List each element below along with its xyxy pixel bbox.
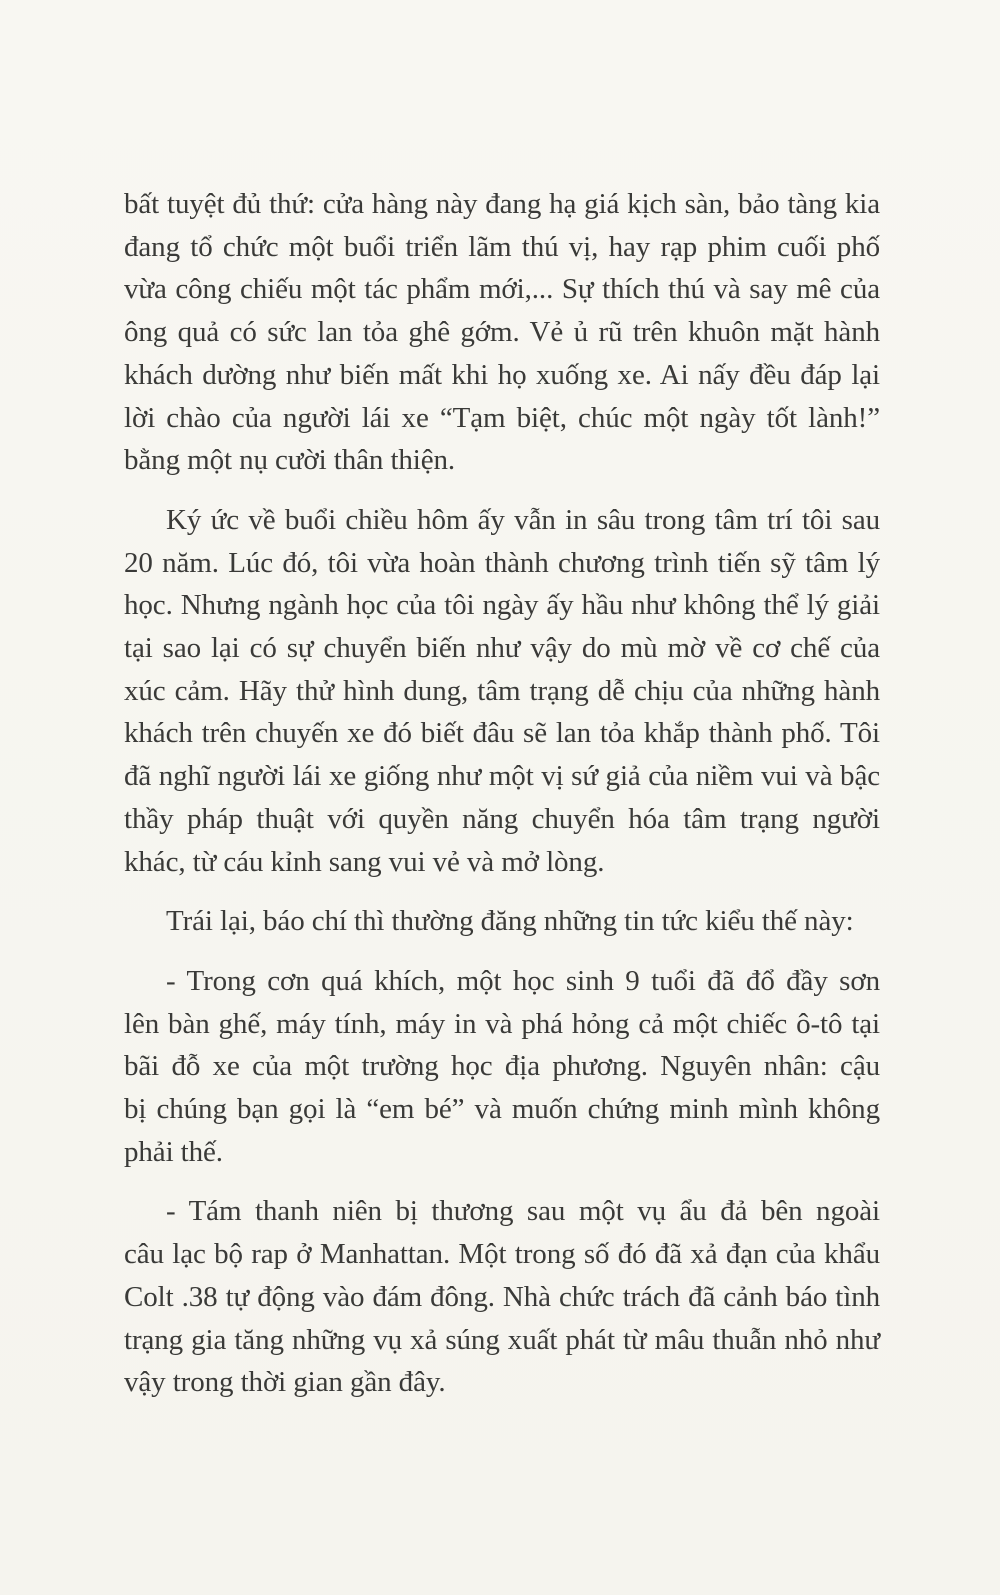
text-line: khách dường như biến mất khi họ xuống xe. Ai nấy đều đáp lại xyxy=(124,358,880,391)
text-line: lên bàn ghế, máy tính, máy in và phá hỏng cả một chiếc ô-tô tại xyxy=(124,1007,880,1040)
text-line: bãi đỗ xe của một trường học địa phương. Nguyên nhân: cậu xyxy=(124,1050,880,1083)
paragraph-1 xyxy=(124,183,880,482)
text-line: - Tám thanh niên bị thương sau một vụ ẩu đả bên ngoài xyxy=(166,1195,880,1228)
text-line: bằng một nụ cười thân thiện. xyxy=(124,444,456,477)
paragraph-2 xyxy=(124,499,880,883)
text-line: xúc cảm. Hãy thử hình dung, tâm trạng dễ chịu của những hành xyxy=(124,674,880,707)
paragraph-3 xyxy=(124,900,880,943)
body-text xyxy=(124,183,880,1404)
text-line: lời chào của người lái xe “Tạm biệt, chúc một ngày tốt lành!” xyxy=(124,401,880,434)
text-line: khách trên chuyến xe đó biết đâu sẽ lan tỏa khắp thành phố. Tôi xyxy=(124,717,880,750)
text-line: tại sao lại có sự chuyển biến như vậy do mù mờ về cơ chế của xyxy=(124,632,880,665)
text-line: vậy trong thời gian gần đây. xyxy=(124,1366,446,1399)
text-line: trạng gia tăng những vụ xả súng xuất phát từ mâu thuẫn nhỏ như xyxy=(124,1323,880,1356)
text-line: Ký ức về buổi chiều hôm ấy vẫn in sâu trong tâm trí tôi sau xyxy=(166,503,880,536)
text-line: vừa công chiếu một tác phẩm mới,... Sự thích thú và say mê của xyxy=(124,273,880,306)
text-line: khác, từ cáu kỉnh sang vui vẻ và mở lòng. xyxy=(124,845,605,878)
text-line: ông quả có sức lan tỏa ghê gớm. Vẻ ủ rũ trên khuôn mặt hành xyxy=(124,316,880,349)
text-line: học. Nhưng ngành học của tôi ngày ấy hầu như không thể lý giải xyxy=(124,589,880,622)
text-line: Colt .38 tự động vào đám đông. Nhà chức trách đã cảnh báo tình xyxy=(124,1280,880,1313)
text-line: bất tuyệt đủ thứ: cửa hàng này đang hạ giá kịch sàn, bảo tàng kia xyxy=(124,188,880,220)
text-line: đã nghĩ người lái xe giống như một vị sứ giả của niềm vui và bậc xyxy=(124,760,880,793)
text-line: - Trong cơn quá khích, một học sinh 9 tuổi đã đổ đầy sơn xyxy=(166,964,880,997)
text-line: câu lạc bộ rap ở Manhattan. Một trong số đó đã xả đạn của khẩu xyxy=(124,1238,880,1271)
text-line: 20 năm. Lúc đó, tôi vừa hoàn thành chương trình tiến sỹ tâm lý xyxy=(124,546,880,579)
paragraph-5 xyxy=(124,1190,880,1404)
text-line: phải thế. xyxy=(124,1135,223,1168)
paragraph-4 xyxy=(124,960,880,1174)
text-line: thầy pháp thuật với quyền năng chuyển hóa tâm trạng người xyxy=(124,802,880,835)
text-line: Trái lại, báo chí thì thường đăng những tin tức kiểu thế này: xyxy=(166,905,854,938)
text-line: bị chúng bạn gọi là “em bé” và muốn chứng minh mình không xyxy=(124,1093,880,1126)
text-line: đang tổ chức một buổi triển lãm thú vị, hay rạp phim cuối phố xyxy=(124,230,880,263)
